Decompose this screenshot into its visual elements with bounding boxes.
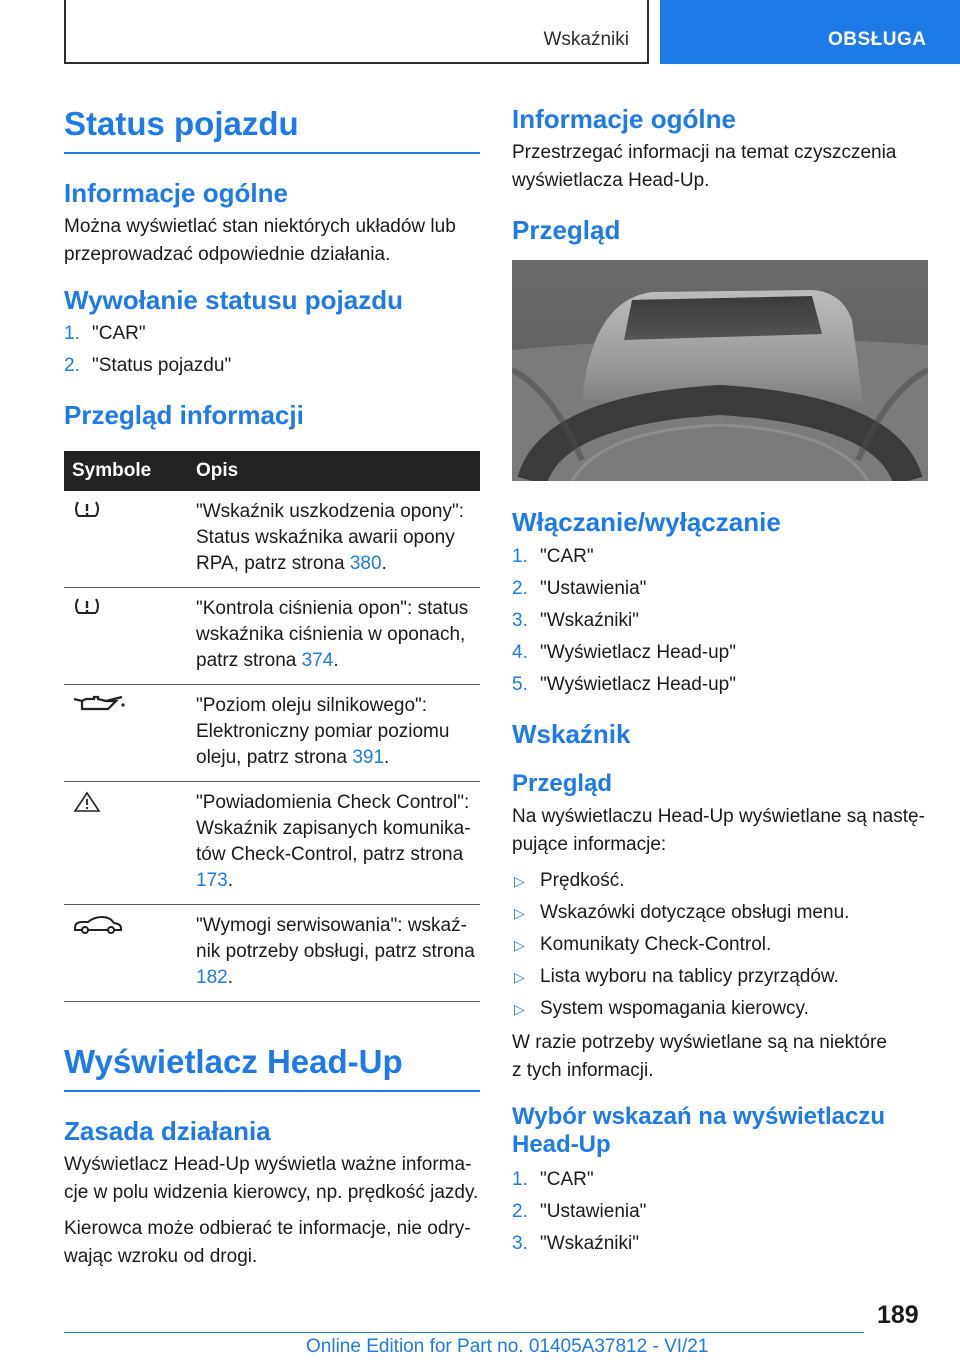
page-link[interactable]: 380 xyxy=(349,553,382,575)
tire-pressure-warning-icon xyxy=(72,499,102,521)
header-chapter-title: OBSŁUGA xyxy=(828,29,927,50)
list-item: 3. "Wskaźniki" xyxy=(512,609,639,631)
table-header-description: Opis xyxy=(188,451,480,491)
title-rule xyxy=(64,152,480,154)
paragraph-overview-2: Na wyświetlaczu Head-Up wyświetlane są następujące informacje: xyxy=(512,805,925,855)
bullet-triangle-icon: ▷ xyxy=(514,904,525,921)
footer-rule xyxy=(64,1332,864,1333)
table-row: "Poziom oleju silnikowego": Elektroniczny pomiar poziomu oleju, patrz strona 391. xyxy=(64,685,480,782)
list-item: 1. "CAR" xyxy=(64,322,146,344)
page-link[interactable]: 182 xyxy=(196,967,228,989)
list-item: 3. "Wskaźniki" xyxy=(512,1233,639,1255)
heading-principle: Zasada działania xyxy=(64,1115,271,1146)
table-header-symbols: Symbole xyxy=(64,451,188,491)
symbols-table xyxy=(64,451,480,1002)
heading-general-info: Informacje ogólne xyxy=(64,177,288,208)
header-section-title: Wskaźniki xyxy=(543,29,629,50)
page-number: 189 xyxy=(877,1301,919,1329)
steps-on-off xyxy=(512,541,928,701)
title-rule xyxy=(64,1090,480,1092)
table-row: "Wymogi serwisowania": wskaźnik potrzeby obsługi, patrz strona 182. xyxy=(64,905,480,1002)
list-item: 1. "CAR" xyxy=(512,545,594,567)
list-item: 5. "Wyświetlacz Head-up" xyxy=(512,673,736,695)
list-item: ▷ Wskazówki dotyczące obsługi menu. xyxy=(512,897,928,929)
bullet-triangle-icon: ▷ xyxy=(514,936,525,953)
footer-edition: Online Edition for Part no. 01405A37812 - VI/21 xyxy=(306,1336,709,1357)
dashboard-hud-illustration xyxy=(512,260,928,481)
list-item: 4. "Wyświetlacz Head-up" xyxy=(512,641,736,663)
title-head-up-display: Wyświetlacz Head-Up xyxy=(64,1043,403,1081)
steps-select-display xyxy=(512,1164,928,1260)
list-item: ▷ Komunikaty Check-Control. xyxy=(512,929,928,961)
title-vehicle-status: Status pojazdu xyxy=(64,105,299,142)
tire-pressure-monitor-icon xyxy=(72,596,102,618)
heading-indicator: Wskaźnik xyxy=(512,718,631,749)
paragraph-principle-1: Wyświetlacz Head-Up wyświetla ważne informacje w polu widzenia kierowcy, np. prędkość jazdy. xyxy=(64,1153,479,1203)
table-row: "Kontrola ciśnienia opon": status wskaźnika ciśnienia w oponach, patrz strona 374. xyxy=(64,588,480,685)
list-item: 2. "Status pojazdu" xyxy=(64,354,232,376)
table-row: "Wskaźnik uszkodzenia opony": Status wskaźnika awarii opony RPA, patrz strona 380. xyxy=(64,491,480,588)
heading-overview-2: Przegląd xyxy=(512,769,613,797)
header-section-box xyxy=(64,0,649,64)
paragraph-principle-2: Kierowca może odbierać te informacje, nie odrywając wzroku od drogi. xyxy=(64,1217,471,1267)
list-item: 2. "Ustawienia" xyxy=(512,577,647,599)
steps-call-status xyxy=(64,318,480,382)
service-car-icon xyxy=(72,913,124,937)
oil-can-icon xyxy=(72,693,128,715)
page-link[interactable]: 391 xyxy=(352,747,385,769)
paragraph-cleaning: Przestrzegać informacji na temat czyszczenia wyświetlacza Head-Up. xyxy=(512,142,897,192)
right-column xyxy=(512,100,928,1260)
page-link[interactable]: 374 xyxy=(301,650,334,672)
bullets-displayed-info xyxy=(512,865,928,1025)
warning-triangle-icon xyxy=(72,790,102,814)
list-item: ▷ System wspomagania kierowcy. xyxy=(512,993,928,1025)
heading-select-display: Wybór wskazań na wyświetlaczu Head-Up xyxy=(512,1102,886,1159)
heading-overview: Przegląd xyxy=(512,215,621,246)
heading-info-overview: Przegląd informacji xyxy=(64,399,304,430)
heading-general-info-hud: Informacje ogólne xyxy=(512,104,736,134)
list-item: 2. "Ustawienia" xyxy=(512,1201,647,1223)
paragraph-general-info: Można wyświetlać stan niektórych układów lub przeprowadzać odpowiednie działania. xyxy=(64,215,456,265)
bullet-triangle-icon: ▷ xyxy=(514,872,525,889)
head-up-display-photo xyxy=(512,260,928,481)
page-link[interactable]: 173 xyxy=(196,870,228,892)
list-item: ▷ Prędkość. xyxy=(512,865,928,897)
list-item: ▷ Lista wyboru na tablicy przyrządów. xyxy=(512,961,928,993)
paragraph-some-info: W razie potrzeby wyświetlane są na niektóre z tych informacji. xyxy=(512,1031,887,1081)
table-row: "Powiadomienia Check Control": Wskaźnik zapisanych komunikatów Check-Control, patrz strona 173. xyxy=(64,782,480,905)
heading-on-off: Włączanie/wyłączanie xyxy=(512,507,781,538)
heading-call-status: Wywołanie statusu pojazdu xyxy=(64,284,404,315)
left-column xyxy=(64,100,480,1271)
list-item: 1. "CAR" xyxy=(512,1169,594,1191)
bullet-triangle-icon: ▷ xyxy=(514,1000,525,1017)
bullet-triangle-icon: ▷ xyxy=(514,968,525,985)
